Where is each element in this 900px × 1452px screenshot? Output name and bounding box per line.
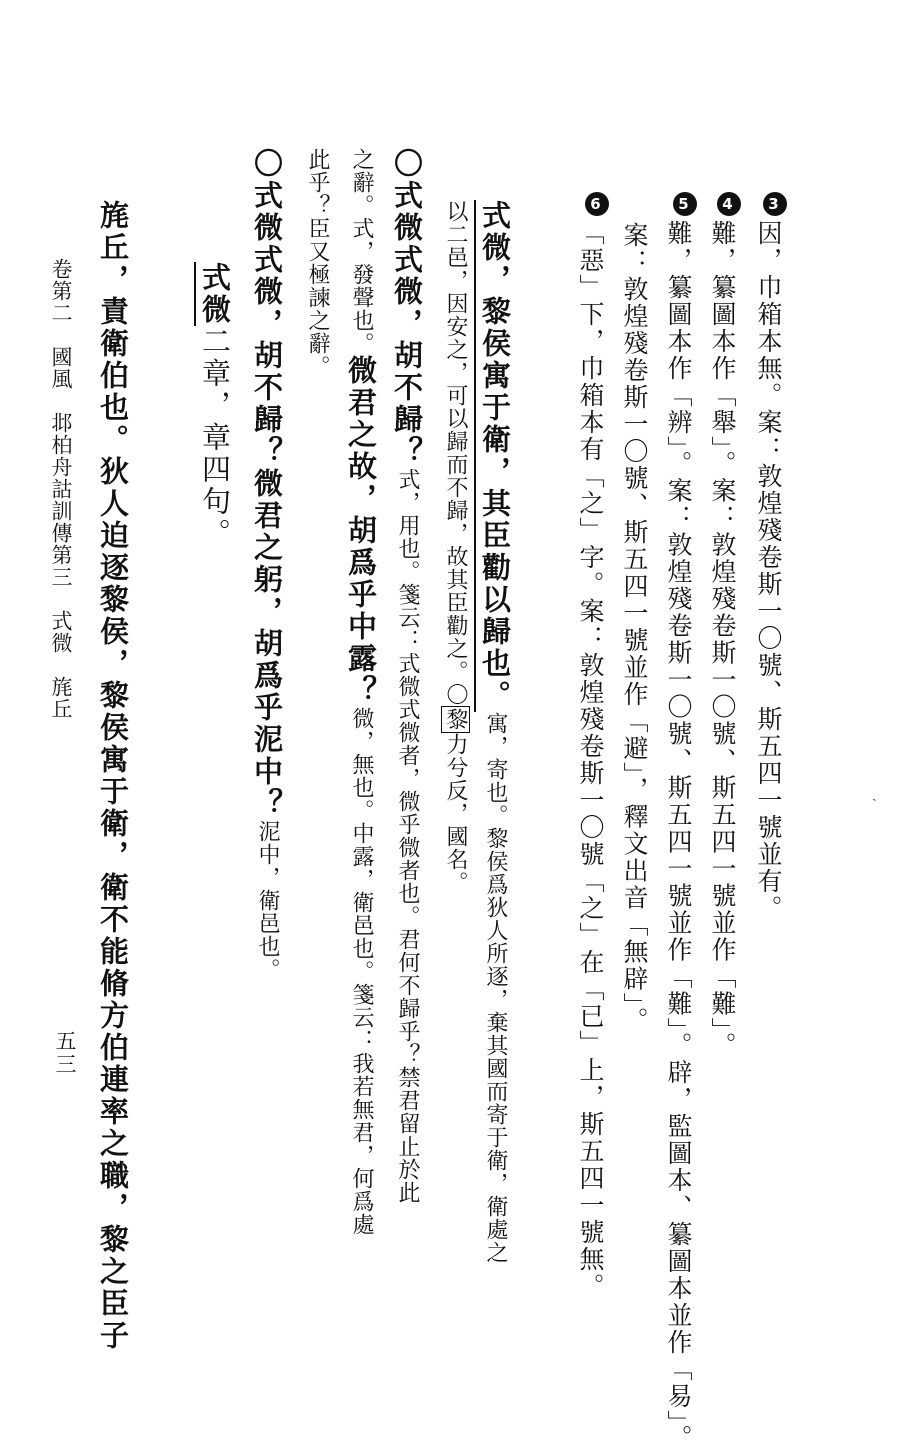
boxed-character: 黎 <box>443 708 468 731</box>
collation-note-6 <box>576 192 609 1300</box>
body-column-1 <box>478 200 512 1264</box>
commentary-text: 泥中，衛邑也。 <box>255 820 280 981</box>
commentary-text: 之辭。式，發聲也。 <box>349 148 374 355</box>
note-text: 難，纂圖本作「舉」。案：敦煌殘卷斯一〇號、斯五四一號並作「難」。 <box>708 220 737 1059</box>
stray-mark: ˏ <box>872 786 877 802</box>
note-marker-6: 6 <box>585 192 609 216</box>
page-number: 五三 <box>53 1030 77 1076</box>
commentary-text: 以二邑，因安之，可以歸而不歸，故其臣勸之。〇 <box>443 200 468 706</box>
collation-note-5 <box>664 192 697 1452</box>
collation-note-3 <box>756 192 787 1192</box>
commentary-text: 式，用也。箋云：式微式微者，微乎微者也。君何不歸乎？禁君留止於此 <box>395 468 420 1204</box>
verse-text: 〇式微式微，胡不歸？ <box>390 148 424 468</box>
note-marker-5: 5 <box>673 192 697 216</box>
preface-text: 旄丘，責衛伯也。狄人迫逐黎侯，黎侯寓于衛，衛不能脩方伯連率之職，黎之臣子 <box>96 200 130 1352</box>
note-text: 「惡」下，巾箱本有「之」字。案：敦煌殘卷斯一〇號「之」在「已」上，斯五四一號無。 <box>576 220 605 1300</box>
commentary-text: 此乎？臣又極諫之辭。 <box>305 148 330 378</box>
note-marker-4: 4 <box>717 192 741 216</box>
note-text: 案：敦煌殘卷斯一〇號、斯五四一號並作「避」，釋文出音「無辟」。 <box>620 222 649 1034</box>
note-text: 難，纂圖本作「辨」。案：敦煌殘卷斯一〇號、斯五四一號並作「難」。辟，監圖本、纂圖本並作「易」。 <box>664 220 693 1452</box>
running-header <box>49 258 73 720</box>
body-column-7 <box>198 262 232 1302</box>
commentary-text: 微，無也。中露，衛邑也。箋云：我若無君，何爲處 <box>349 707 374 1236</box>
body-column-6 <box>250 148 284 1188</box>
collation-note-5-continued <box>622 222 647 1222</box>
body-column-4 <box>344 148 378 1236</box>
note-marker-3: 3 <box>763 192 787 216</box>
commentary-text: 力兮反，國名。 <box>443 733 468 894</box>
verse-text: 微君之故，胡爲乎中露？ <box>344 355 378 707</box>
body-column-8 <box>96 200 130 1352</box>
commentary-text: 寓，寄也。黎侯爲狄人所逐，棄其國而寄于衛，衛處之 <box>483 712 508 1264</box>
poem-title: 式微 <box>194 262 232 326</box>
note-text: 因，巾箱本無。案：敦煌殘卷斯一〇號、斯五四一號並有。 <box>754 220 783 922</box>
preface-text: 式微，黎侯寓于衛，其臣勸以歸也。 <box>474 200 512 712</box>
verse-text: 〇式微式微，胡不歸？微君之躬，胡爲乎泥中？ <box>250 148 284 820</box>
chapter-count: 二章，章四句。 <box>198 326 232 550</box>
body-column-2 <box>440 200 469 1240</box>
body-column-5 <box>302 148 331 1188</box>
running-title: 卷第二 國風 邶柏舟詁訓傳第三 式微 旄丘 <box>49 258 73 720</box>
collation-note-4 <box>710 192 741 1192</box>
body-column-3 <box>390 148 424 1204</box>
